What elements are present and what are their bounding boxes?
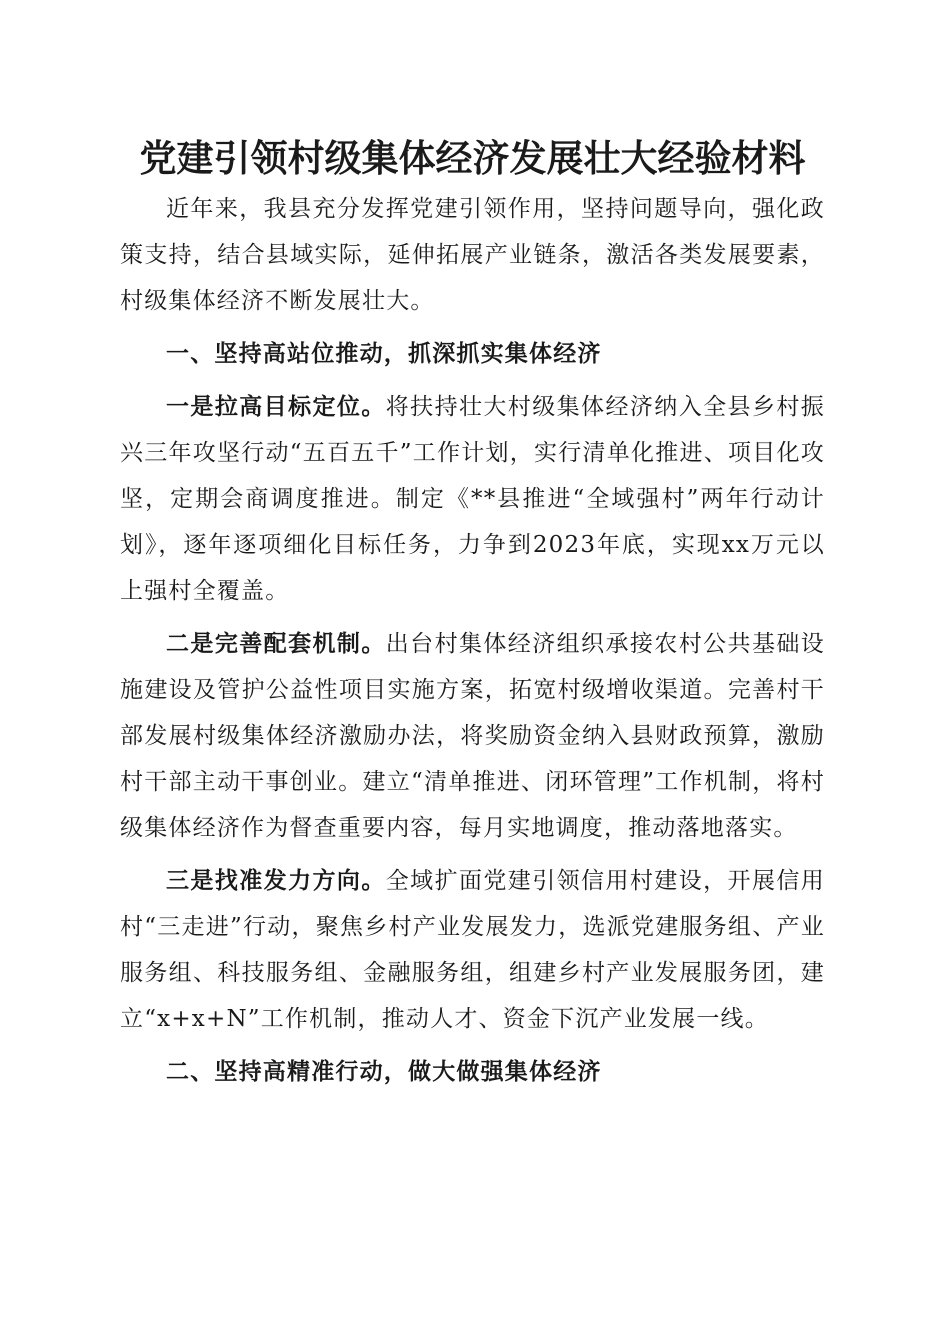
intro-paragraph: 近年来，我县充分发挥党建引领作用，坚持问题导向，强化政策支持，结合县域实际，延伸拓展产业链条，激活各类发展要素，村级集体经济不断发展壮大。 [120,196,825,314]
section-heading-2: 二、坚持高精准行动，做大做强集体经济 [166,1058,602,1085]
paragraph-1 [120,384,825,614]
paragraph-2-lead: 二是完善配套机制。 [166,630,386,657]
paragraph-3-body: 全域扩面党建引领信用村建设，开展信用村“三走进”行动，聚焦乡村产业发展发力，选派党建服务组、产业服务组、科技服务组、金融服务组，组建乡村产业发展服务团，建立“x+x+N”工作机制，推动人才、资金下沉产业发展一线。 [120,868,825,1032]
section-heading-1: 一、坚持高站位推动，抓深抓实集体经济 [166,340,602,367]
document-page [120,130,825,1102]
paragraph-2 [120,621,825,851]
paragraph-1-body: 将扶持壮大村级集体经济纳入全县乡村振兴三年攻坚行动“五百五千”工作计划，实行清单化推进、项目化攻坚，定期会商调度推进。制定《**县推进“全域强村”两年行动计划》，逐年逐项细化目标任务，力争到2023年底，实现xx万元以上强村全覆盖。 [120,394,825,604]
paragraph-3 [120,858,825,1042]
paragraph-3-lead: 三是找准发力方向。 [166,867,386,894]
paragraph-1-lead: 一是拉高目标定位。 [166,393,386,420]
document-title: 党建引领村级集体经济发展壮大经验材料 [139,136,806,180]
paragraph-2-body: 出台村集体经济组织承接农村公共基础设施建设及管护公益性项目实施方案，拓宽村级增收渠道。完善村干部发展村级集体经济激励办法，将奖励资金纳入县财政预算，激励村干部主动干事创业。建立“清单推进、闭环管理”工作机制，将村级集体经济作为督查重要内容，每月实地调度，推动落地落实。 [120,631,825,841]
